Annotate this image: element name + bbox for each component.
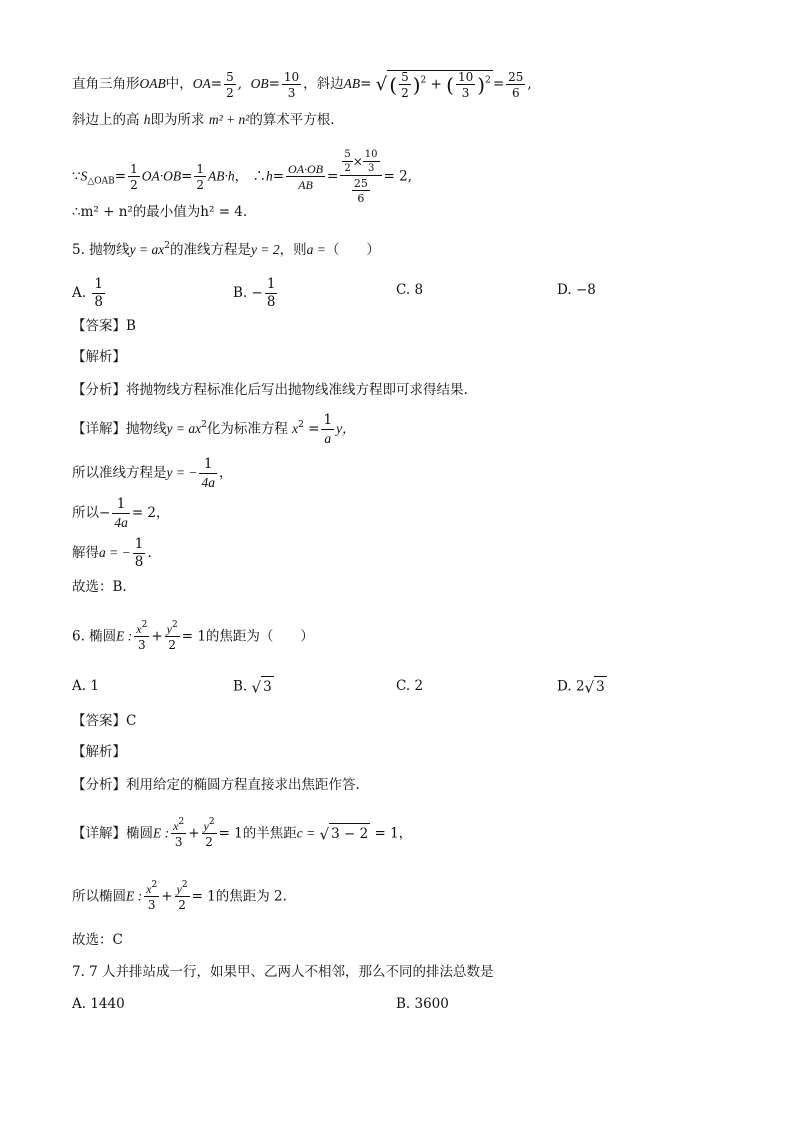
analysis-tag: 【解析】	[72, 744, 126, 760]
q5-fenxi	[72, 380, 468, 400]
ellipse-name: E :	[153, 825, 170, 841]
q6-analysis	[72, 742, 126, 762]
den: 2	[168, 638, 177, 652]
fenxi-tag: 【分析】	[72, 777, 126, 793]
den: 3	[138, 638, 146, 652]
num: 1	[323, 412, 333, 428]
q6-option-a	[72, 676, 99, 696]
q6-choose	[72, 930, 123, 950]
sign: −	[251, 285, 263, 301]
intro-line-2	[72, 110, 344, 130]
den: 8	[266, 293, 276, 310]
ab-label: AB	[343, 76, 361, 91]
option-text: B. 3600	[396, 996, 449, 1012]
num: 1	[134, 536, 144, 552]
sqrt-sign: √	[375, 74, 388, 95]
q6-fenxi	[72, 775, 360, 795]
option-label: A.	[72, 678, 87, 694]
text: 直角三角形	[72, 76, 140, 92]
equals: =	[210, 76, 223, 92]
option-label: C.	[396, 678, 411, 694]
fraction-ob	[282, 71, 301, 99]
q6-option-b: B. √ 3	[233, 676, 274, 698]
equation: a = −	[99, 545, 131, 560]
q5-option-c	[396, 280, 423, 300]
blank: （ ）	[325, 242, 380, 258]
var: y	[176, 882, 182, 896]
text: 7. 7 人并排站成一行，如果甲、乙两人不相邻，那么不同的排法总数是	[72, 964, 494, 980]
text: ，则	[279, 242, 307, 258]
num: 1	[112, 498, 130, 514]
choose-text: 故选：B.	[72, 579, 127, 595]
den: a	[324, 430, 332, 446]
num: 5	[226, 69, 234, 84]
expr: m² + n²	[208, 112, 250, 127]
q5-stem: 5. 抛物线$y = ax^2$的准线方程是y = 2，则a =（ ）	[72, 241, 380, 258]
fenxi-text: 利用给定的椭圆方程直接求出焦距作答.	[126, 777, 360, 793]
num: 10	[283, 69, 300, 84]
num: 25	[508, 69, 524, 84]
ob-label: OB	[250, 76, 269, 91]
q5-option-a	[72, 278, 107, 309]
q5-step-3	[72, 538, 152, 569]
text: 椭圆	[126, 825, 153, 842]
var: x	[292, 421, 299, 436]
den: AB	[298, 178, 313, 192]
coefficient: 2	[575, 678, 585, 695]
choose-text: 故选：C	[72, 932, 123, 948]
complex-fraction: $\frac{5}{2}$ × $\frac{10}{3}$ $\frac{25}{6}$	[340, 150, 381, 204]
text: = 1的半焦距	[218, 825, 297, 842]
detail-tag: 【详解】	[72, 421, 126, 437]
answer-value: C	[126, 713, 137, 729]
ellipse-name: E :	[126, 888, 143, 904]
q6-step: 所以椭圆E : $\frac{x^2}{3}$ + $\frac{y^2}{2}$ = 1的焦距为 2.	[72, 880, 287, 912]
text: 中，	[165, 76, 193, 92]
ellipse-name: E :	[116, 628, 133, 644]
text: .	[147, 545, 152, 561]
fraction-h	[286, 163, 325, 191]
text: = 1的焦距为（ ）	[181, 628, 314, 645]
text: 抛物线	[126, 421, 167, 437]
intro-line-3: $\because S_{\triangle OAB}=$ $\frac{1}{2}$ OA·OB= $\frac{1}{2}$ AB·h， ∴h= $\frac{OA\cdot OB}{AB}$ = $\frac{5}{2}$ × $\frac{10}{3}$ $\frac{25}{6}$ = 2,	[72, 149, 412, 205]
text: 斜边	[316, 76, 344, 92]
option-text: A. 1440	[72, 996, 125, 1012]
equals: =	[268, 76, 280, 92]
den: 2	[401, 86, 409, 100]
text: 的算术平方根．	[249, 112, 344, 128]
var: y	[166, 622, 172, 636]
analysis-tag: 【解析】	[72, 349, 126, 365]
q6-stem: 6. 椭圆E : $\frac{x^2}{3}$ + $\frac{y^2}{2}$ = 1的焦距为（ ）	[72, 620, 314, 652]
conclusion: ∴m² + n²的最小值为h² = 4.	[72, 204, 248, 220]
q5-option-d	[557, 280, 596, 300]
intro-line-4	[72, 202, 247, 222]
subscript: △OAB	[87, 176, 115, 187]
var: y	[203, 819, 209, 833]
fenxi-tag: 【分析】	[72, 382, 126, 398]
text: 即为所求	[150, 112, 205, 128]
text: 的准线方程是	[170, 242, 251, 258]
text: 5. 抛物线	[72, 242, 130, 258]
q5-analysis	[72, 347, 126, 367]
text: 所以椭圆	[72, 888, 126, 905]
q5-step-1	[72, 458, 232, 489]
intro-line-1: 直角三角形OAB中，OA= $\frac{5}{2}$ , OB= $\frac{10}{3}$ ，斜边AB= √ ( $\frac{5}{2}$ )$^2$ + ( $\frac{10}{3}$ )$^2$ = $\frac{25}{6}$ ,	[72, 69, 532, 100]
option-label: B.	[233, 285, 248, 301]
equation: a =	[306, 242, 326, 257]
q6-option-d: D. 2√ 3	[557, 676, 607, 698]
text: = 2，	[131, 505, 170, 521]
q5-choose	[72, 577, 127, 597]
equation: c =	[296, 825, 316, 841]
sqrt-expression	[376, 70, 493, 99]
num: 10	[457, 70, 474, 84]
den: 2	[205, 835, 213, 849]
option-value: 2	[414, 678, 424, 694]
var: x	[173, 819, 179, 833]
h-symbol: h	[143, 112, 151, 127]
den: 2	[130, 178, 138, 192]
equals: =	[308, 421, 320, 437]
q5-answer	[72, 316, 136, 336]
var: x	[136, 622, 142, 636]
q7-stem	[72, 962, 494, 982]
den: 3	[461, 86, 470, 100]
option-label: D.	[557, 678, 572, 695]
oa-label: OA	[192, 76, 211, 91]
triangle-name: OAB	[139, 76, 166, 91]
text: ，	[218, 465, 233, 481]
q5-detail: 【详解】抛物线$y = ax^2$化为标准方程 $x^2$ = $\frac{1}{a}$ y，	[72, 412, 356, 446]
text: = 1的焦距为 2.	[191, 888, 287, 905]
fenxi-text: 将抛物线方程标准化后写出抛物线准线方程即可求得结果.	[126, 382, 468, 398]
radicand: 3 − 2	[329, 823, 370, 844]
num: 1	[266, 276, 276, 292]
radicand: ( $\frac{5}{2}$ )$^2$ + ( $\frac{10}{3}$ )$^2$	[389, 70, 491, 100]
text: 所以−	[72, 505, 111, 521]
den: 8	[134, 553, 144, 570]
text: 6. 椭圆	[72, 628, 117, 645]
num: 5	[401, 70, 409, 84]
num: 1	[94, 276, 103, 292]
option-value: 1	[90, 678, 99, 694]
q6-detail: 【详解】椭圆E : $\frac{x^2}{3}$ + $\frac{y^2}{2}$ = 1的半焦距c = √ 3 − 2 = 1，	[72, 817, 413, 849]
den: 3	[147, 898, 156, 912]
equals: =	[492, 76, 505, 92]
fraction-oa	[224, 71, 236, 99]
answer-tag: 【答案】	[72, 713, 126, 729]
text: 斜边上的高	[72, 112, 140, 128]
num: 1	[199, 458, 217, 474]
answer-value: B	[126, 318, 136, 334]
equation: y = ax	[166, 421, 202, 436]
option-label: B.	[233, 678, 248, 695]
den: 4a	[114, 514, 128, 530]
radicand: 3	[594, 676, 607, 697]
text: 所以准线方程是	[72, 465, 167, 481]
den: 2	[178, 898, 186, 912]
text: 解得	[72, 545, 99, 561]
num: 1	[130, 162, 138, 176]
expr: AB·h	[208, 168, 235, 184]
expr: OA·OB	[141, 168, 182, 184]
area-symbol: S	[80, 168, 88, 184]
radicand: 3	[261, 676, 274, 697]
q6-option-c	[396, 676, 423, 696]
q7-option-b	[396, 994, 449, 1014]
text: 化为标准方程	[206, 421, 288, 437]
because-symbol: ∵	[72, 168, 81, 185]
q5-step-2	[72, 498, 170, 529]
text: y，	[336, 421, 356, 436]
option-value: 8	[414, 282, 424, 298]
den: 4a	[201, 474, 215, 490]
answer-tag: 【答案】	[72, 318, 126, 334]
den: 2	[226, 85, 234, 100]
equation: y = 2	[251, 242, 280, 257]
text: = 1，	[374, 825, 413, 842]
value: = 2,	[383, 168, 412, 185]
den: 6	[511, 85, 520, 100]
option-label: D.	[557, 282, 572, 298]
num: 1	[196, 162, 205, 176]
option-label: A.	[72, 285, 87, 301]
den: 3	[287, 85, 296, 100]
den: 8	[94, 293, 103, 310]
num: OA·OB	[288, 162, 324, 176]
option-value: −8	[575, 282, 596, 298]
q7-option-a	[72, 994, 125, 1014]
detail-tag: 【详解】	[72, 825, 126, 842]
equals: =	[360, 76, 372, 92]
q6-answer	[72, 711, 136, 731]
equation: y = −	[166, 465, 198, 480]
option-label: C.	[396, 282, 411, 298]
equation: y = ax	[129, 242, 165, 257]
den: 3	[174, 835, 183, 849]
den: 2	[196, 178, 205, 192]
fraction-result	[506, 71, 525, 99]
q5-option-b	[233, 278, 279, 309]
var: x	[146, 882, 152, 896]
therefore-symbol: ∴	[252, 168, 266, 185]
